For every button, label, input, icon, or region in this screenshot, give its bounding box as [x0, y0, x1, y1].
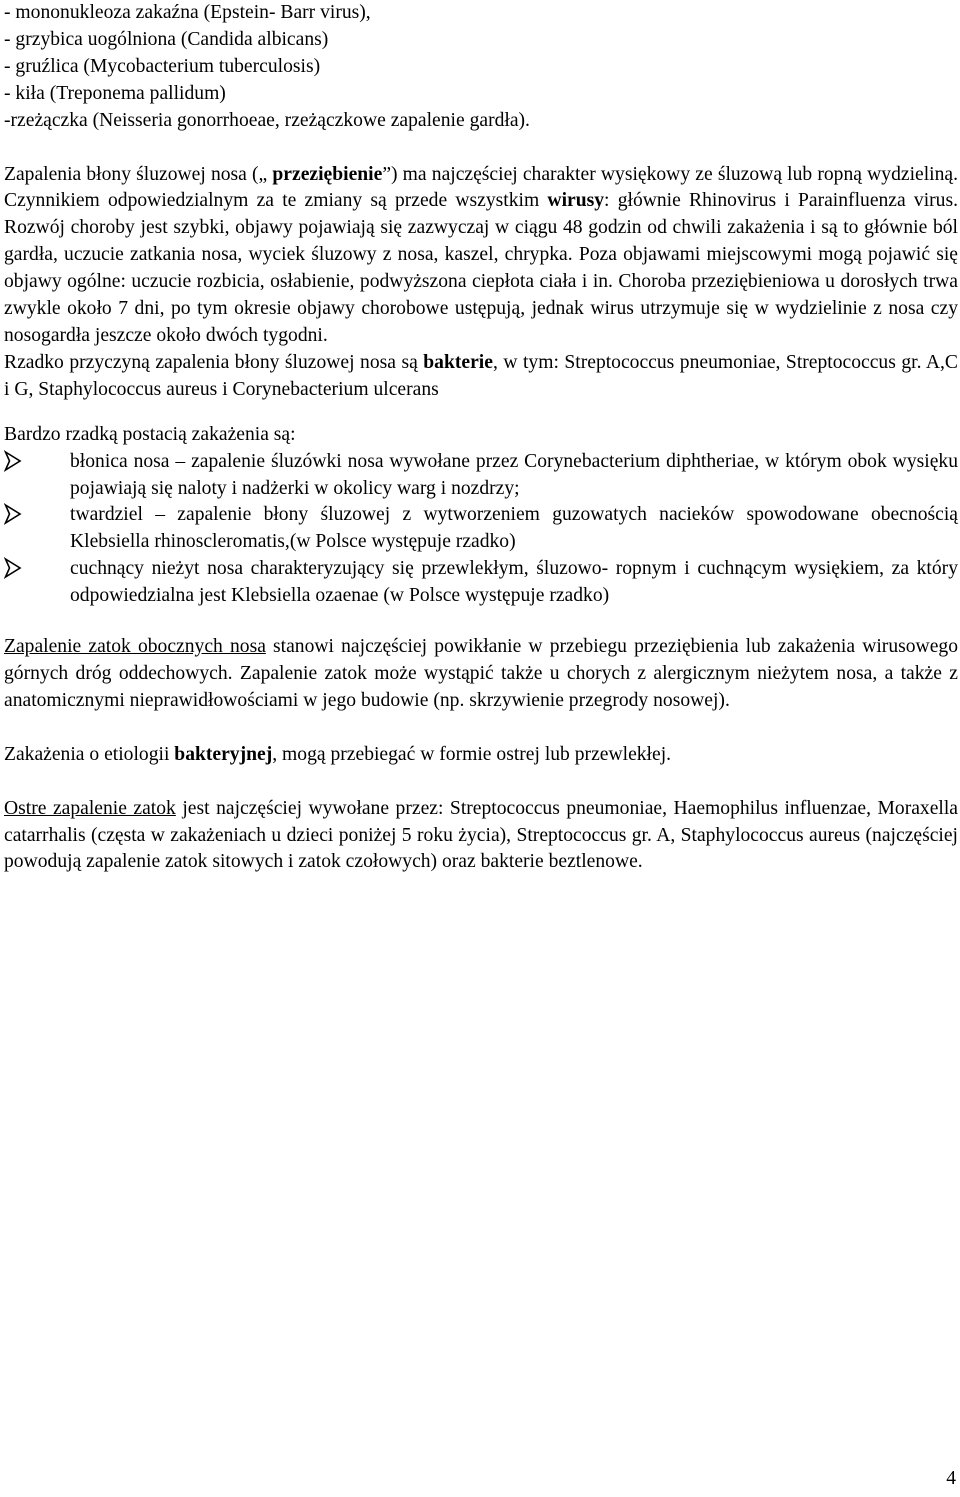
rare-form-text: cuchnący nieżyt nosa charakteryzujący się przewlekłym, śluzowo- ropnym i cuchnącym wysiękiem, za który odpowiedzialna jest Klebsiella ozaenae (w Polsce występuje rzadko) — [70, 558, 958, 607]
arrowhead-bullet-icon — [4, 557, 22, 579]
sinusitis-underlined-term: Zapalenie zatok obocznych nosa — [4, 636, 266, 658]
acute-sinusitis-paragraph — [4, 796, 958, 877]
arrowhead-bullet-icon — [4, 503, 22, 525]
acute-sinusitis-text: jest najczęściej wywołane przez: Streptococcus pneumoniae, Haemophilus influenzae, Moraxella catarrhalis (częsta w zakażeniach u dzieci poniżej 5 roku życia), Streptococcus gr. A, Staphylococcus aureus (najczęściej powodują zapalenie zatok sitowych i zatok czołowych) oraz bakterie beztlenowe. — [4, 797, 958, 873]
bacteria-paragraph — [4, 350, 958, 404]
bacteria-text-2: , w tym: Streptococcus pneumoniae, Streptococcus gr. A,C i G, Staphylococcus aureus i Corynebacterium ulcerans — [4, 351, 958, 400]
bacteria-bold-term: bakterie — [423, 351, 493, 373]
rare-form-text: twardziel – zapalenie błony śluzowej z wytworzeniem guzowatych nacieków spowodowane obecnością Klebsiella rhinoscleromatis,(w Polsce występuje rzadko) — [70, 504, 958, 553]
pathogen-list-item: - kiła (Treponema pallidum) — [4, 82, 226, 104]
pathogen-list-item: - gruźlica (Mycobacterium tuberculosis) — [4, 55, 321, 77]
acute-sinusitis-underlined-term: Ostre zapalenie zatok — [4, 797, 176, 819]
document-body — [4, 0, 958, 876]
arrowhead-bullet-icon — [4, 450, 22, 472]
bacterial-bold-term: bakteryjnej — [174, 743, 273, 765]
page-number: 4 — [946, 1468, 956, 1489]
sinusitis-paragraph — [4, 634, 958, 715]
bacterial-etiology-paragraph — [4, 742, 958, 769]
rare-form-text: błonica nosa – zapalenie śluzówki nosa wywołane przez Corynebacterium diphtheriae, w którym obok wysięku pojawiają się naloty i nadżerki w okolicy warg i nozdrzy; — [70, 450, 958, 499]
pathogen-list-item: - mononukleoza zakaźna (Epstein- Barr virus), — [4, 2, 371, 23]
sinusitis-text: stanowi najczęściej powikłanie w przebiegu przeziębienia lub zakażenia wirusowego górnych dróg oddechowych. Zapalenie zatok może wystąpić także u chorych z alergicznym nieżytem nosa, a także z anatomicznymi nieprawidłowościami w jego budowie (np. skrzywienie przegrody nosowej). — [4, 636, 958, 711]
common-cold-paragraph — [4, 162, 958, 350]
bacterial-etiology-text-1: Zakażenia o etiologii — [4, 743, 175, 765]
common-cold-text-1: Zapalenia błony śluzowej nosa („ — [4, 163, 273, 185]
viruses-bold-term: wirusy — [547, 190, 605, 212]
rare-forms-list — [4, 449, 958, 610]
common-cold-bold-term: przeziębienie — [272, 163, 383, 185]
pathogen-list-item: - grzybica uogólniona (Candida albicans) — [4, 28, 329, 50]
bacteria-text-1: Rzadko przyczyną zapalenia błony śluzowej nosa są — [4, 351, 424, 373]
rare-form-item — [4, 556, 958, 610]
rare-form-item — [4, 502, 958, 556]
bacterial-etiology-text-2: , mogą przebiegać w formie ostrej lub przewlekłej. — [272, 743, 672, 765]
rare-form-item — [4, 449, 958, 503]
common-cold-text-3: : głównie Rhinovirus i Parainfluenza virus. Rozwój choroby jest szybki, objawy pojawiają się zazwyczaj w ciągu 48 godzin od chwili zakażenia i są to głównie ból gardła, uczucie zatkania nosa, wyciek śluzowy z nosa, kaszel, chrypka. Poza objawami miejscowymi mogą pojawić się objawy ogólne: uczucie rozbicia, osłabienie, podwyższona ciepłota ciała i in. Choroba przeziębieniowa u dorosłych trwa zwykle około 7 dni, po tym okresie objawy chorobowe ustępują, jednak wirus utrzymuje się w wydzielinie z nosa czy nosogardła jeszcze około dwóch tygodni. — [4, 190, 958, 346]
rare-forms-heading: Bardzo rzadką postacią zakażenia są: — [4, 423, 296, 445]
common-cold-text-2: ”) ma najczęściej charakter wysiękowy ze śluzową lub ropną wydzieliną. Czynnikiem odpowiedzialnym za te zmiany są przede wszystkim — [4, 163, 958, 212]
pathogen-list — [4, 0, 958, 135]
pathogen-list-item: -rzeżączka (Neisseria gonorrhoeae, rzeżączkowe zapalenie gardła). — [4, 109, 530, 131]
